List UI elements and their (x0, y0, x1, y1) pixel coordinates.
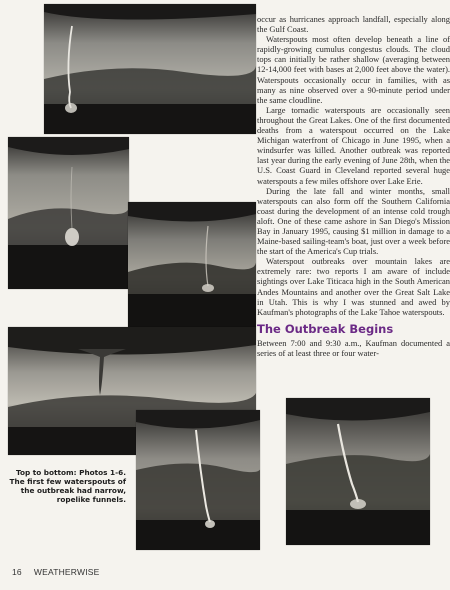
folio (12, 567, 100, 577)
paragraph: Waterspout outbreaks over mountain lakes are extremely rare: two reports I am aware of include sightings over Lake Titicaca high in the South American Andes Mountains and another over the Great Salt Lake in Utah. This is why I was stunned and awed by Kaufman's photographs of the Lake Tahoe waterspouts. (257, 256, 450, 317)
paragraph: Waterspouts most often develop beneath a line of rapidly-growing cumulus congestus clouds. The cloud tops can initially be rather shallow (averaging between 12-14,000 feet with bases at 2,000 feet above the water). Waterspouts occasionally occur in families, with as many as nine observed over a 90-minute period under the same cloudline. (257, 34, 450, 105)
photo-6 (286, 398, 430, 545)
paragraph: Between 7:00 and 9:30 a.m., Kaufman documented a series of at least three or four water- (257, 337, 450, 358)
paragraph: Large tornadic waterspouts are occasionally seen throughout the Great Lakes. One of the first documented deaths from a waterspout occurred on the Lake Michigan waterfront of Chicago in June 1995, when a windsurfer was killed. Another outbreak was reported last year during the early evening of June 28th, when the U.S. Coast Guard in Cleveland reported several huge waterspouts a few miles offshore over Lake Erie. (257, 104, 450, 186)
photo-caption: Top to bottom: Photos 1-6. The first few waterspouts of the outbreak had narrow, ropelike funnels. (9, 468, 126, 504)
magazine-name: WEATHERWISE (33, 567, 100, 577)
paragraph: During the late fall and winter months, small waterspouts can also form off the Southern California coast during the development of an intense cold trough aloft. One of these came ashore in San Diego's Mission Bay in January 1995, causing $1 million in damage to a Maine-based sailing-team's boat, just over a week before the start of the America's Cup trials. (257, 185, 450, 257)
paragraph: occur as hurricanes approach landfall, especially along the Gulf Coast. (257, 14, 450, 35)
photo-5 (136, 410, 260, 550)
photo-1 (44, 4, 256, 134)
article-column (257, 14, 450, 358)
photo-3 (128, 202, 256, 327)
page-number: 16 (12, 567, 22, 577)
photo-2 (8, 137, 129, 289)
section-heading: The Outbreak Begins (257, 321, 394, 336)
